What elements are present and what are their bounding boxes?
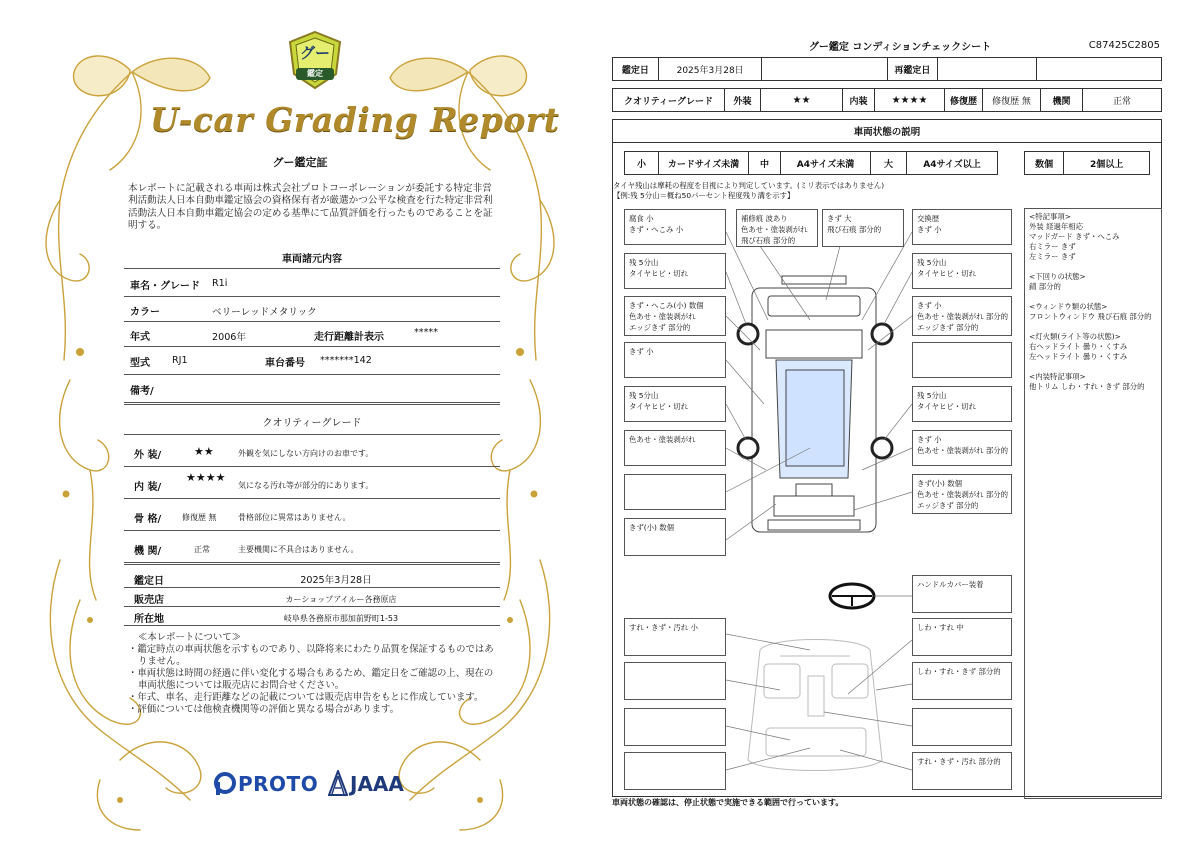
special-text: 右ヘッドライト 曇り・くすみ	[1029, 342, 1128, 351]
condition-text: すれ・きず・汚れ 小	[629, 623, 698, 632]
condition-text: きず 小	[917, 225, 942, 234]
condition-text: 色あせ・塗装剥がれ 部分的	[917, 490, 1009, 499]
engine-label: 機 関/	[134, 546, 162, 557]
condition-text: きず(小) 数個	[917, 479, 963, 488]
exterior-desc: 外観を気にしない方向けのお車です。	[238, 449, 374, 458]
color-label: カラー	[130, 307, 160, 318]
store-value: カーショップアイルー各務原店	[285, 595, 397, 604]
divider	[124, 606, 500, 607]
condition-text: しわ・すれ・きず 部分的	[917, 667, 1001, 676]
certificate-heading: グー鑑定証	[272, 156, 328, 169]
redate-value	[938, 58, 1038, 80]
report-notes	[124, 632, 496, 716]
condition-text: きず 大	[827, 214, 852, 223]
car-name-value: R1i	[212, 278, 228, 289]
interior-box	[624, 708, 726, 746]
date-value: 2025年3月28日	[300, 575, 372, 586]
certificate-statement: 本レポートに記載される車両は株式会社プロトコーポレーションが委託する特定非営利活動法人日本自動車鑑定協会の資格保有者が厳選かつ公平な検査を行た特定非営利活動法人日本自動車鑑定協会の定める基準にて品質評価を行ったものであることを証明する。	[128, 183, 493, 232]
interior-box	[624, 618, 726, 656]
divider	[124, 402, 500, 405]
condition-box	[912, 430, 1012, 466]
condition-box	[624, 386, 726, 422]
special-block	[1029, 272, 1157, 292]
jaaa-logo-icon	[328, 770, 348, 796]
legend-small-desc: カードサイズ未満	[659, 152, 749, 174]
proto-logo-icon	[214, 772, 236, 796]
grade-row	[612, 88, 1162, 112]
divider	[124, 296, 500, 297]
address-label: 所在地	[134, 614, 164, 625]
note-item: ・年式、車名、走行距離などの記載については販売店申告をもとに作成しています。	[128, 692, 484, 703]
sheet-engine-label: 機関	[1041, 89, 1083, 111]
condition-text: 交換歴	[917, 214, 940, 223]
condition-text: エッジきず 部分的	[629, 323, 691, 332]
condition-text: タイヤヒビ・切れ	[629, 269, 688, 278]
proto-logo-text: PROTO	[238, 772, 319, 796]
jaaa-logo-text: JAAA	[350, 772, 404, 796]
chassis-value: *******142	[320, 355, 372, 366]
interior-box	[912, 752, 1012, 790]
divider	[124, 498, 500, 499]
interior-box	[624, 662, 726, 700]
jaaa-logo	[328, 770, 348, 800]
condition-text: しわ・すれ 中	[917, 623, 964, 632]
special-text: 他トリム しわ・すれ・きず 部分的	[1029, 382, 1145, 391]
condition-text: 色あせ・塗装剥がれ 部分的	[917, 312, 1009, 321]
interior-box	[912, 618, 1012, 656]
model-label: 型式	[130, 358, 150, 369]
interior-box	[912, 575, 1012, 613]
legend-large-desc: A4サイズ以上	[923, 159, 981, 170]
special-heading: <特記事項>	[1029, 212, 1071, 221]
tire-example: 【例:残 5分山＝概ね50パーセント程度残り溝を示す】	[613, 191, 795, 200]
condition-text: タイヤヒビ・切れ	[917, 269, 976, 278]
special-text: フロントウィンドウ 飛び石痕 部分的	[1029, 312, 1152, 321]
legend-large: 大	[871, 152, 907, 174]
condition-text: タイヤヒビ・切れ	[917, 402, 976, 411]
year-label: 年式	[130, 332, 150, 343]
condition-text: 色あせ・塗装剥がれ	[741, 225, 808, 234]
sheet-date-label: 鑑定日	[613, 58, 659, 80]
divider	[124, 625, 500, 626]
condition-text: きず 小	[629, 347, 654, 356]
sheet-title: グー鑑定 コンディションチェックシート	[808, 42, 992, 53]
condition-box	[624, 209, 726, 245]
color-value: ベリーレッドメタリック	[212, 307, 317, 318]
condition-box	[624, 518, 726, 556]
divider	[124, 434, 500, 435]
badge-bottom-text: 鑑定	[307, 69, 323, 78]
condition-text: すれ・きず・汚れ 部分的	[917, 757, 1001, 766]
condition-box	[736, 209, 818, 247]
special-block	[1029, 332, 1157, 362]
condition-text: ハンドルカバー装着	[917, 580, 984, 589]
note-item: ・車両状態は時間の経過に伴い変化する場合もあるため、鑑定日をご確認の上、現在の車両状態については販売店にお問合せください。	[128, 668, 494, 691]
condition-box	[912, 474, 1012, 514]
engine-value: 正常	[194, 545, 210, 554]
frame-value: 修復歴 無	[182, 513, 217, 522]
sheet-date-value: 2025年3月28日	[659, 58, 763, 80]
repair-value: 修復歴 無	[983, 89, 1041, 111]
sheet-code: C87425C2805	[1088, 40, 1160, 51]
condition-text: 飛び石痕 部分的	[741, 236, 796, 245]
remarks-label: 備考/	[130, 386, 154, 397]
condition-text: きず 小	[917, 435, 942, 444]
legend-medium-desc: A4サイズ未満	[781, 152, 871, 174]
condition-text: 色あせ・塗装剥がれ 部分的	[917, 446, 1009, 455]
note-item: ・評価については他検査機関等の評価と異なる場合があります。	[128, 704, 399, 715]
engine-desc: 主要機関に不具合はありません。	[238, 545, 359, 554]
condition-text: 飛び石痕 部分的	[827, 225, 882, 234]
interior-stars: ★★★★	[186, 471, 226, 484]
year-value: 2006年	[212, 332, 247, 343]
special-heading: <ウィンドウ類の状態>	[1029, 302, 1108, 311]
special-notes	[1024, 208, 1162, 799]
condition-box	[912, 386, 1012, 422]
special-text: 錆 部分的	[1029, 282, 1061, 291]
condition-text: 残 5分山	[917, 391, 947, 400]
divider	[124, 466, 500, 467]
condition-check-sheet	[600, 0, 1200, 848]
condition-text: 色あせ・塗装剥がれ	[629, 435, 696, 444]
date-row	[612, 57, 1162, 81]
condition-text: エッジきず 部分的	[917, 323, 979, 332]
frame-label: 骨 格/	[134, 514, 162, 525]
divider	[124, 321, 500, 322]
condition-box	[624, 474, 726, 510]
special-block	[1029, 302, 1157, 322]
condition-text: きず・へこみ 小	[629, 225, 684, 234]
condition-box	[912, 253, 1012, 289]
condition-box	[624, 253, 726, 289]
proto-logo	[214, 772, 236, 800]
special-heading: <下回りの状態>	[1029, 272, 1086, 281]
condition-text: きず 小	[917, 301, 942, 310]
badge-top-text: グー	[299, 44, 330, 62]
mileage-value: *****	[414, 327, 438, 338]
condition-text: エッジきず 部分的	[917, 501, 979, 510]
divider	[124, 268, 500, 269]
condition-box	[912, 209, 1012, 245]
sheet-interior-label: 内装	[843, 89, 875, 111]
mileage-label: 走行距離計表示	[314, 332, 384, 343]
special-text: 外装 経過年相応	[1029, 222, 1084, 231]
condition-box	[624, 342, 726, 378]
special-text: 左ヘッドライト 曇り・くすみ	[1029, 352, 1128, 361]
report-title: U-car Grading Report	[150, 100, 560, 139]
panel-title: 車両状態の説明	[613, 120, 1161, 143]
condition-text: 補修痕 波あり	[741, 214, 788, 223]
size-legend	[624, 151, 998, 175]
special-text: 右ミラー きず	[1029, 242, 1076, 251]
quality-title: クオリティーグレード	[262, 418, 362, 429]
note-item: ・鑑定時点の車両状態を示すものであり、以降将来にわたり品質を保証するものではありません。	[128, 644, 494, 667]
special-text: マッドガード きず・へこみ	[1029, 232, 1120, 241]
divider	[124, 374, 500, 375]
special-block	[1029, 372, 1157, 392]
empty-cell	[762, 58, 888, 80]
interior-box	[624, 752, 726, 790]
legend-count: 数個	[1025, 152, 1064, 174]
special-heading: <内装特記事項>	[1029, 372, 1086, 381]
footer-note: 車両状態の確認は、停止状態で実施できる範囲で行っています。	[612, 798, 844, 807]
exterior-label: 外 装/	[134, 450, 162, 461]
interior-box	[912, 708, 1012, 746]
interior-desc: 気になる汚れ等が部分的にあります。	[238, 481, 374, 490]
chassis-label: 車台番号	[265, 358, 305, 369]
condition-text: タイヤヒビ・切れ	[629, 402, 688, 411]
goo-kantei-badge	[286, 30, 344, 92]
repair-label: 修復歴	[945, 89, 983, 111]
address-value: 岐阜県各務原市那加前野町1-53	[283, 614, 399, 623]
specs-title: 車両諸元内容	[282, 254, 342, 265]
condition-box	[624, 430, 726, 466]
sheet-engine-value: 正常	[1112, 96, 1131, 107]
condition-text: 色あせ・塗装剥がれ	[629, 312, 696, 321]
interior-box	[912, 662, 1012, 700]
car-name-label: 車名・グレード	[130, 281, 200, 292]
count-legend	[1024, 151, 1150, 175]
condition-text: 残 5分山	[629, 391, 659, 400]
condition-text: 腐食 小	[629, 214, 654, 223]
condition-text: きず・へこみ(小) 数個	[629, 301, 704, 310]
redate-label: 再鑑定日	[888, 58, 938, 80]
date-label: 鑑定日	[134, 576, 164, 587]
legend-medium: 中	[749, 152, 781, 174]
condition-box	[912, 296, 1012, 336]
special-heading: <灯火類(ライト等の状態)>	[1029, 332, 1121, 341]
legend-small: 小	[625, 152, 659, 174]
sheet-interior-value: ★★★★	[875, 89, 945, 111]
exterior-stars: ★★	[194, 445, 214, 458]
legend-count-desc: 2個以上	[1090, 159, 1124, 170]
sheet-exterior-value: ★★	[761, 89, 843, 111]
special-block	[1029, 212, 1157, 262]
condition-text: 残 5分山	[917, 258, 947, 267]
condition-box	[822, 209, 904, 247]
condition-text: きず(小) 数個	[629, 523, 675, 532]
grade-label: クオリティーグレード	[613, 89, 725, 111]
special-text: 左ミラー きず	[1029, 252, 1076, 261]
divider	[124, 346, 500, 347]
condition-box	[624, 296, 726, 336]
interior-label: 内 装/	[134, 482, 162, 493]
divider	[124, 587, 500, 588]
empty-cell	[1037, 58, 1161, 80]
store-label: 販売店	[134, 595, 164, 606]
frame-desc: 骨格部位に異常はありません。	[238, 513, 351, 522]
divider	[124, 562, 500, 565]
model-value: RJ1	[172, 355, 188, 366]
sheet-exterior-label: 外装	[725, 89, 761, 111]
condition-text: 残 5分山	[629, 258, 659, 267]
tire-note: タイヤ残山は摩耗の程度を目視により判定しています。(ミリ表示ではありません)	[613, 181, 885, 190]
condition-box	[912, 342, 1012, 378]
notes-title: ≪本レポートについて≫	[138, 632, 241, 643]
divider	[124, 530, 500, 531]
